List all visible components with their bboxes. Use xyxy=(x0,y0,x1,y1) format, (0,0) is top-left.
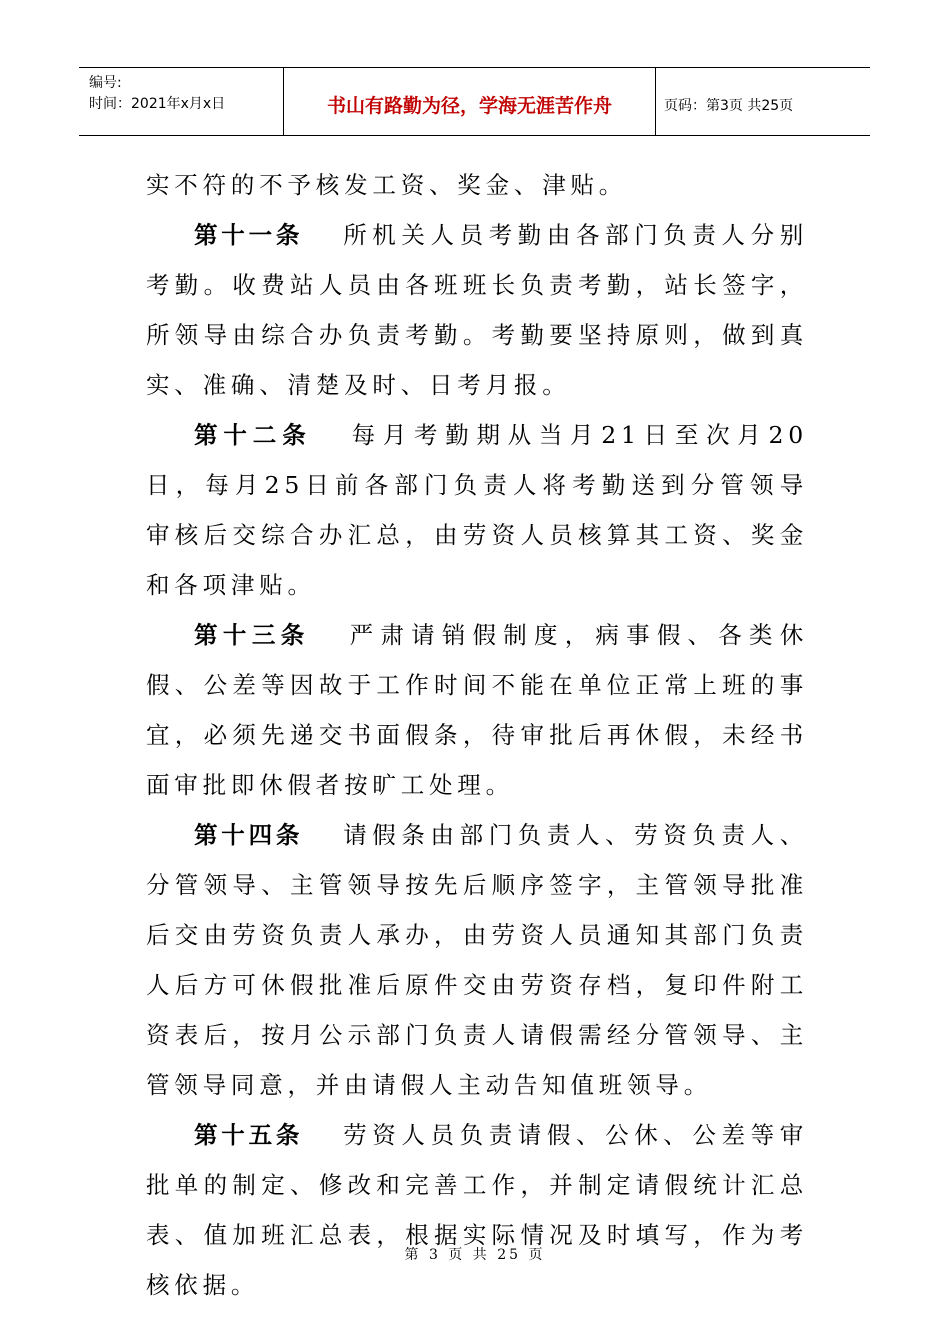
article-11 xyxy=(146,210,808,410)
header-page-info: 页码：第3页 共25页 xyxy=(664,97,794,114)
article-text: 每月考勤期从当月21日至次月20日，每月25日前各部门负责人将考勤送到分管领导审核后交综合办汇总，由劳资人员核算其工资、奖金和各项津贴。 xyxy=(146,421,808,599)
page-footer: 第 3 页 共 25 页 xyxy=(404,1247,546,1263)
article-text: 严肃请销假制度，病事假、各类休假、公差等因故于工作时间不能在单位正常上班的事宜，必须先递交书面假条，待审批后再休假，未经书面审批即休假者按旷工处理。 xyxy=(146,621,809,799)
article-13 xyxy=(146,610,808,810)
article-heading: 第十一条 xyxy=(194,221,304,249)
article-text: 劳资人员负责请假、公休、公差等审批单的制定、修改和完善工作，并制定请假统计汇总表、值加班汇总表，根据实际情况及时填写，作为考核依据。 xyxy=(146,1121,808,1299)
paragraph-continued xyxy=(146,160,808,210)
header-meta xyxy=(79,68,283,135)
article-text: 所机关人员考勤由各部门负责人分别考勤。收费站人员由各班班长负责考勤，站长签字，所领导由综合办负责考勤。考勤要坚持原则，做到真实、准确、清楚及时、日考月报。 xyxy=(146,221,808,399)
paragraph-text: 实不符的不予核发工资、奖金、津贴。 xyxy=(146,171,628,199)
article-heading: 第十五条 xyxy=(194,1121,304,1149)
article-12 xyxy=(146,410,808,610)
document-number-label: 编号: xyxy=(89,75,122,91)
document-date: 时间：2021年x月x日 xyxy=(89,96,226,112)
article-heading: 第十四条 xyxy=(194,821,304,849)
header-motto: 书山有路勤为径，学海无涯苦作舟 xyxy=(283,68,656,135)
page-header xyxy=(79,67,870,136)
document-body xyxy=(146,160,808,1310)
article-14 xyxy=(146,810,808,1110)
article-heading: 第十三条 xyxy=(194,621,310,649)
article-text: 请假条由部门负责人、劳资负责人、分管领导、主管领导按先后顺序签字，主管领导批准后交由劳资负责人承办，由劳资人员通知其部门负责人后方可休假批准后原件交由劳资存档，复印件附工资表后，按月公示部门负责人请假需经分管领导、主管领导同意，并由请假人主动告知值班领导。 xyxy=(146,821,808,1099)
article-heading: 第十二条 xyxy=(194,421,312,449)
article-15 xyxy=(146,1110,808,1310)
